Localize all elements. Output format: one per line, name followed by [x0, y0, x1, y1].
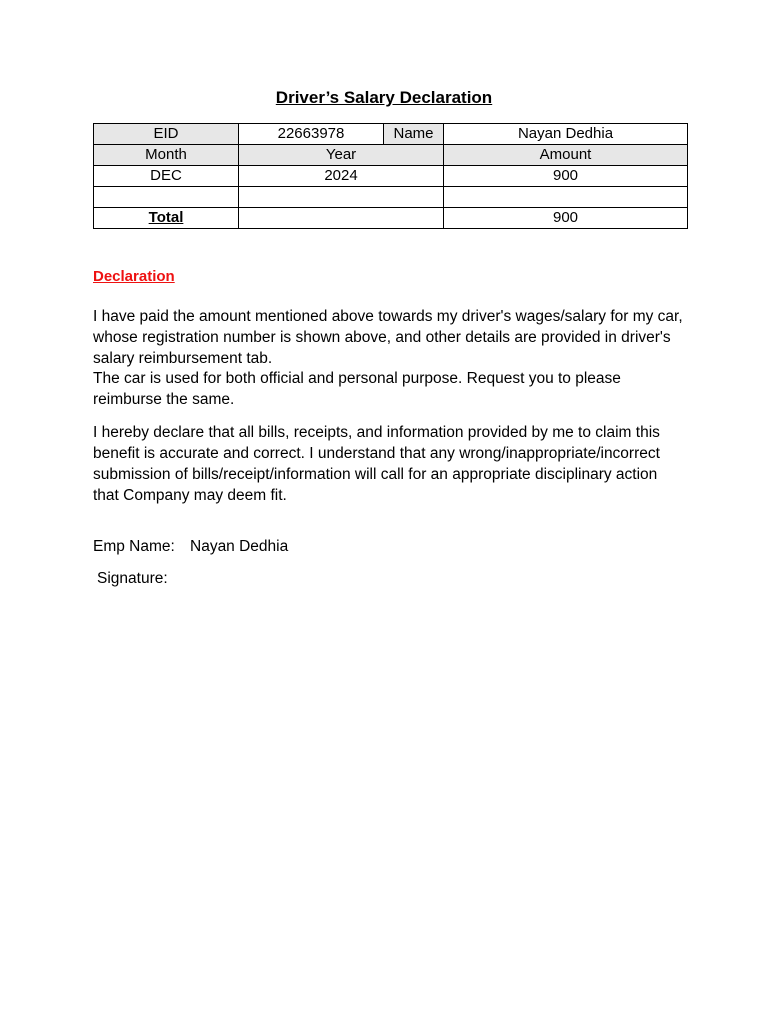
total-year-cell — [239, 208, 444, 229]
name-value: Nayan Dedhia — [444, 124, 688, 145]
eid-value: 22663978 — [239, 124, 384, 145]
table-row — [94, 187, 688, 208]
total-label-cell — [94, 208, 239, 229]
cell-year — [239, 187, 444, 208]
cell-amount: 900 — [444, 166, 688, 187]
declaration-paragraph-3: I hereby declare that all bills, receipts, and information provided by me to claim this benefit is accurate and correct. I understand that any wrong/inappropriate/incorrect submission of bills/receipt/information will call for an appropriate disciplinary action that Company may deem fit. — [93, 424, 660, 504]
cell-year: 2024 — [239, 166, 444, 187]
employee-name-label: Emp Name: — [93, 538, 175, 555]
table-header-row — [94, 145, 688, 166]
employee-name-value: Nayan Dedhia — [190, 538, 289, 555]
eid-label: EID — [94, 124, 239, 145]
table-row-total — [94, 208, 688, 229]
column-header-month: Month — [94, 145, 239, 166]
cell-amount — [444, 187, 688, 208]
name-label: Name — [384, 124, 444, 145]
declaration-paragraph-1: I have paid the amount mentioned above towards my driver's wages/salary for my car, whose registration number is shown above, and other details are provided in driver's salary reimbursement tab. — [93, 308, 683, 367]
salary-table — [93, 123, 688, 229]
total-amount: 900 — [444, 208, 688, 229]
table-row — [94, 166, 688, 187]
column-header-year: Year — [239, 145, 444, 166]
declaration-paragraph-2: The car is used for both official and personal purpose. Request you to please reimburse the same. — [93, 370, 621, 408]
table-row-eid — [94, 124, 688, 145]
signature-label: Signature: — [97, 570, 168, 587]
cell-month — [94, 187, 239, 208]
column-header-amount: Amount — [444, 145, 688, 166]
document-title: Driver’s Salary Declaration — [275, 88, 493, 107]
total-label: Total — [148, 209, 184, 226]
employee-name-line — [93, 538, 288, 556]
cell-month: DEC — [94, 166, 239, 187]
declaration-heading: Declaration — [93, 268, 175, 285]
